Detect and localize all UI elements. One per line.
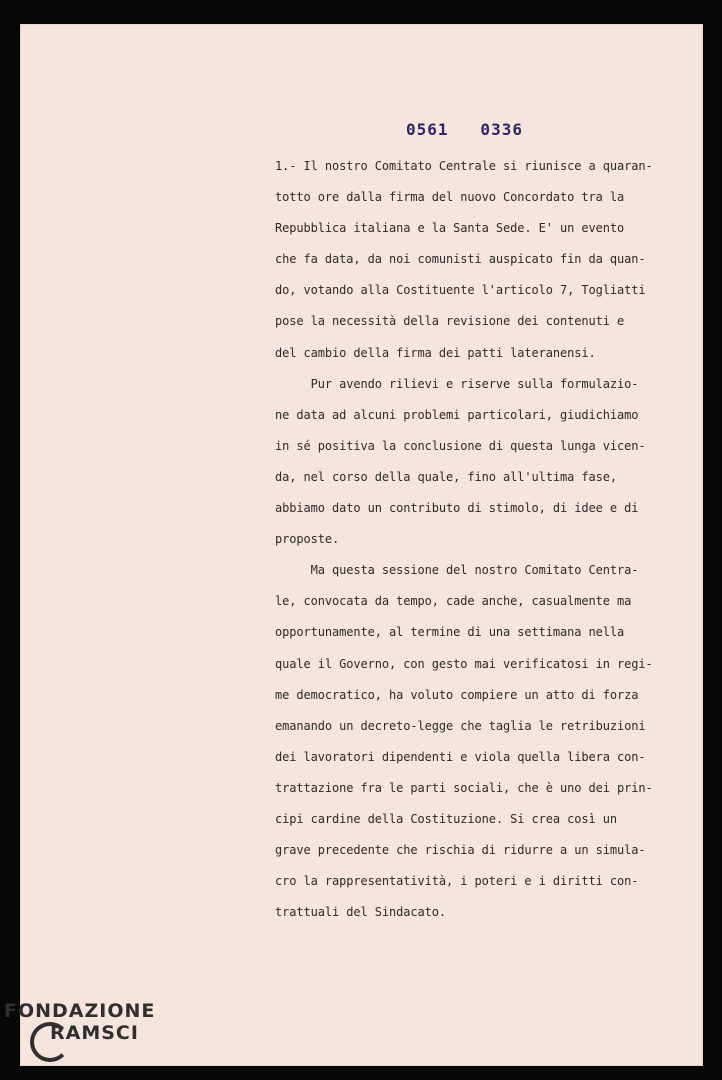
text-line: quale il Governo, con gesto mai verificatosi in regi- <box>275 656 653 671</box>
watermark-g-ring <box>30 1022 70 1062</box>
text-line: cro la rappresentatività, i poteri e i diritti con- <box>275 874 639 889</box>
text-line: le, convocata da tempo, cade anche, casualmente ma <box>275 594 632 609</box>
text-line: trattuali del Sindacato. <box>275 905 446 920</box>
archive-number-stamp: 0561 0336 <box>406 120 523 139</box>
text-line: trattazione fra le parti sociali, che è uno dei prin- <box>275 780 653 795</box>
text-line: cipi cardine della Costituzione. Si crea così un <box>275 811 617 826</box>
fondazione-gramsci-watermark <box>4 1000 155 1044</box>
text-line: da, nel corso della quale, fino all'ultima fase, <box>275 469 617 484</box>
text-line: ne data ad alcuni problemi particolari, giudichiamo <box>275 407 639 422</box>
text-line: opportunamente, al termine di una settimana nella <box>275 625 625 640</box>
text-line: emanando un decreto-legge che taglia le retribuzioni <box>275 718 646 733</box>
text-line: che fa data, da noi comunisti auspicato fin da quan- <box>275 252 646 267</box>
text-line: proposte. <box>275 532 340 547</box>
watermark-line-1: FONDAZIONE <box>4 1000 156 1022</box>
text-line: in sé positiva la conclusione di questa lunga vicen- <box>275 438 646 453</box>
document-body <box>275 151 653 928</box>
text-line: abbiamo dato un contributo di stimolo, di idee e di <box>275 501 639 516</box>
text-line: 1.- Il nostro Comitato Centrale si riunisce a quaran- <box>275 159 653 173</box>
text-line: Pur avendo rilievi e riserve sulla formulazio- <box>275 376 639 391</box>
text-line: del cambio della firma dei patti lateranensi. <box>275 345 596 360</box>
watermark-line-2: RAMSCI <box>50 1022 139 1044</box>
text-line: Ma questa sessione del nostro Comitato Centra- <box>275 563 639 578</box>
text-line: me democratico, ha voluto compiere un atto di forza <box>275 687 639 702</box>
text-line: Repubblica italiana e la Santa Sede. E' un evento <box>275 221 625 236</box>
text-line: grave precedente che rischia di ridurre a un simula- <box>275 843 646 858</box>
text-line: totto ore dalla firma del nuovo Concordato tra la <box>275 190 625 205</box>
text-line: pose la necessità della revisione dei contenuti e <box>275 314 625 329</box>
text-line: do, votando alla Costituente l'articolo 7, Togliatti <box>275 283 646 298</box>
text-line: dei lavoratori dipendenti e viola quella libera con- <box>275 749 646 764</box>
paper-sheet <box>20 24 703 1066</box>
